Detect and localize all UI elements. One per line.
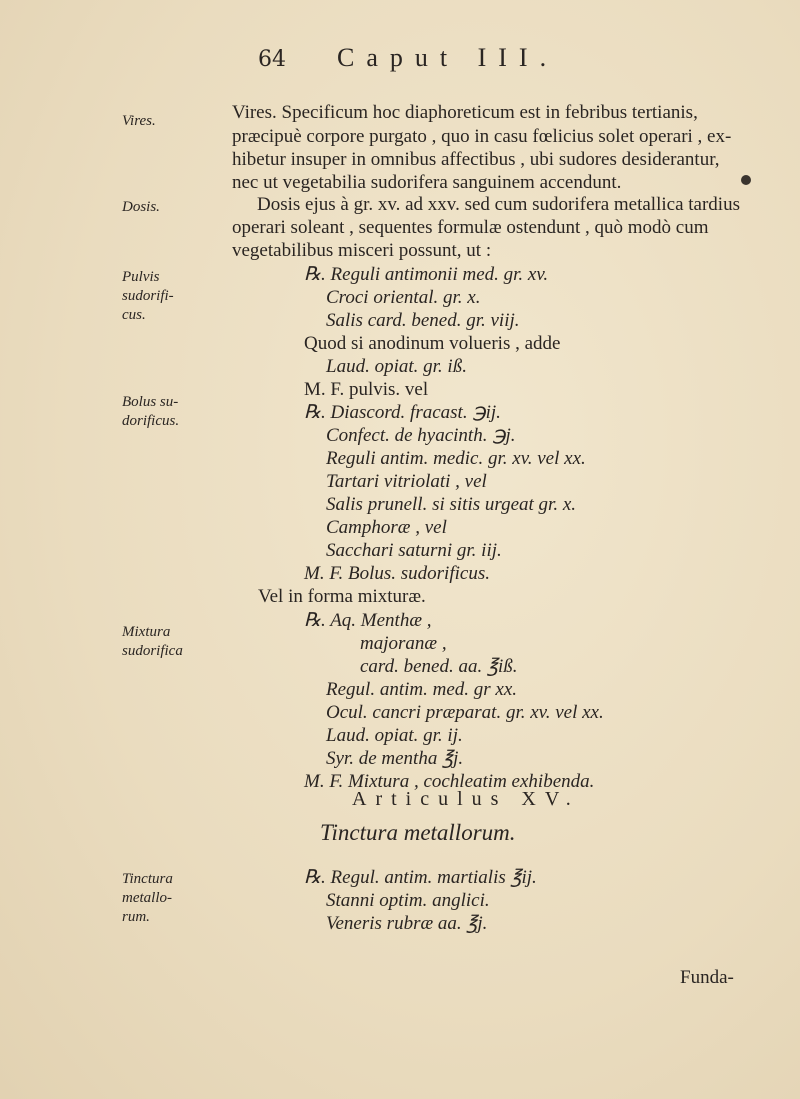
text-line: Vires. Specificum hoc diaphoreticum est in febribus tertianis, (232, 102, 698, 123)
margin-note-dosis: Dosis. (122, 199, 160, 215)
recipe-line: ℞. Regul. antim. martialis ℥ij. (304, 867, 537, 888)
recipe-line: Veneris rubræ aa. ℥j. (326, 913, 488, 934)
recipe-line: Syr. de mentha ℥j. (326, 748, 464, 769)
margin-note-mixtura: Mixtura sudorifica (122, 624, 183, 659)
text-line: vegetabilibus misceri possunt, ut : (232, 240, 492, 261)
recipe-line: Camphoræ , vel (326, 517, 447, 538)
recipe-line: Confect. de hyacinth. ℈j. (326, 425, 516, 446)
recipe-line: Tartari vitriolati , vel (326, 471, 487, 492)
catchword: Funda- (680, 967, 734, 988)
text-line: operari soleant , sequentes formulæ ostendunt , quò modò cum (232, 217, 709, 238)
text-line: hibetur insuper in omnibus affectibus , ubi sudores desiderantur, (232, 149, 720, 170)
text-line: Dosis ejus à gr. xv. ad xxv. sed cum sudorifera metallica tardius (257, 194, 740, 215)
margin-note-pulvis: Pulvis sudorifi- cus. (122, 269, 174, 323)
text-line: Vel in forma mixturæ. (258, 586, 426, 607)
recipe-line: ℞. Diascord. fracast. ℈ij. (304, 402, 501, 423)
recipe-line: majoranæ , (360, 633, 447, 654)
margin-note-vires: Vires. (122, 113, 156, 129)
text-line: præcipuè corpore purgato , quo in casu fœlicius solet operari , ex- (232, 126, 732, 147)
recipe-line: Stanni optim. anglici. (326, 890, 490, 911)
section-heading: Articulus XV. (352, 788, 580, 810)
recipe-line: Ocul. cancri præparat. gr. xv. vel xx. (326, 702, 604, 723)
recipe-line: ℞. Reguli antimonii med. gr. xv. (304, 264, 549, 285)
recipe-line: Laud. opiat. gr. ij. (326, 725, 463, 746)
recipe-line: ℞. Aq. Menthæ , (304, 610, 432, 631)
page-number: 64 (258, 47, 286, 72)
recipe-line: Sacchari saturni gr. iij. (326, 540, 502, 561)
margin-note-tinctura: Tinctura metallo- rum. (122, 871, 173, 925)
ink-blot (741, 175, 751, 185)
recipe-line: card. bened. aa. ℥iß. (360, 656, 518, 677)
chapter-heading: Caput III. (337, 43, 559, 72)
recipe-line: Croci oriental. gr. x. (326, 287, 481, 308)
recipe-line: Laud. opiat. gr. iß. (326, 356, 467, 377)
margin-note-bolus: Bolus su- dorificus. (122, 394, 180, 429)
recipe-line: Regul. antim. med. gr xx. (326, 679, 518, 700)
text-line: Quod si anodinum volueris , adde (304, 333, 561, 354)
recipe-line: M. F. Bolus. sudorificus. (304, 563, 490, 584)
section-title: Tinctura metallorum. (320, 820, 516, 845)
recipe-line: Salis prunell. si sitis urgeat gr. x. (326, 494, 577, 515)
recipe-line: M. F. Mixtura , cochleatim exhibenda. (304, 771, 595, 792)
recipe-line: Salis card. bened. gr. viij. (326, 310, 520, 331)
text-line: M. F. pulvis. vel (304, 379, 429, 400)
text-line: nec ut vegetabilia sudorifera sanguinem accendunt. (232, 172, 622, 193)
recipe-line: Reguli antim. medic. gr. xv. vel xx. (326, 448, 586, 469)
